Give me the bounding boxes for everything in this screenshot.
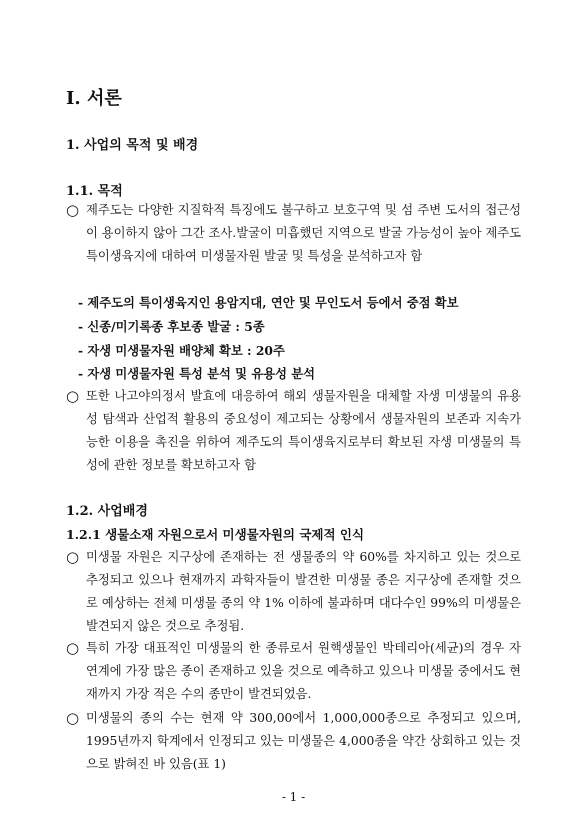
purpose-paragraph-2 [66, 385, 521, 477]
circle-bullet-icon: ○ [66, 548, 80, 566]
purpose-paragraph-1 [66, 199, 521, 268]
paragraph-text: 또한 나고야의정서 발효에 대응하여 해외 생물자원을 대체할 자생 미생물의 유용성 탐색과 산업적 활용의 중요성이 제고되는 상황에서 생물자원의 보존과 지속가능한 이용을 촉진을 위하여 제주도의 특이생육지로부터 확보된 자생 미생물의 특성에 관한 정보를 확보하고자 함 [86, 389, 521, 472]
sub-item: - 신종/미기록종 후보종 발굴 : 5종 [78, 319, 265, 334]
circle-bullet-icon: ○ [66, 387, 80, 405]
circle-bullet-icon: ○ [66, 201, 80, 219]
sub-item: - 자생 미생물자원 배양체 확보 : 20주 [78, 343, 285, 358]
page-number: - 1 - [281, 790, 306, 804]
paragraph-text: 특히 가장 대표적인 미생물의 한 종류로서 원핵생물인 박테리아(세균)의 경우 자연계에 가장 많은 종이 존재하고 있을 것으로 예측하고 있으나 미생물 중에서도 현재까지 가장 적은 수의 종만이 발견되었음. [86, 641, 521, 701]
section-heading: 1. 사업의 목적 및 배경 [66, 138, 199, 153]
sub-item: - 제주도의 특이생육지인 용암지대, 연안 및 무인도서 등에서 중점 확보 [78, 295, 459, 310]
purpose-heading: 1.1. 목적 [66, 184, 123, 199]
sub-item: - 자생 미생물자원 특성 분석 및 유용성 분석 [78, 366, 316, 381]
background-paragraph-1 [66, 546, 521, 638]
background-paragraph-3 [66, 707, 521, 776]
circle-bullet-icon: ○ [66, 709, 80, 727]
paragraph-text: 제주도는 다양한 지질학적 특징에도 불구하고 보호구역 및 섬 주변 도서의 접근성이 용이하지 않아 그간 조사.발굴이 미흡했던 지역으로 발굴 가능성이 높아 제주도 특이생육지에 대하여 미생물자원 발굴 및 특성을 분석하고자 함 [86, 203, 521, 263]
background-subheading: 1.2.1 생물소재 자원으로서 미생물자원의 국제적 인식 [66, 527, 365, 542]
chapter-heading: I. 서론 [66, 88, 122, 109]
paragraph-text: 미생물 자원은 지구상에 존재하는 전 생물종의 약 60%를 차지하고 있는 것으로 추정되고 있으나 현재까지 과학자들이 발견한 미생물 종은 지구상에 존재할 것으로 예상하는 전체 미생물 종의 약 1% 이하에 불과하며 대다수인 99%의 미생물은 발견되지 않은 것으로 추정됨. [86, 550, 521, 633]
circle-bullet-icon: ○ [66, 639, 80, 657]
paragraph-text: 미생물의 종의 수는 현재 약 300,00에서 1,000,000종으로 추정되고 있으며, 1995년까지 학계에서 인정되고 있는 미생물은 4,000종을 약간 상회하고 있는 것으로 밝혀진 바 있음(표 1) [86, 711, 521, 771]
background-paragraph-2 [66, 637, 521, 706]
background-heading: 1.2. 사업배경 [66, 504, 148, 519]
